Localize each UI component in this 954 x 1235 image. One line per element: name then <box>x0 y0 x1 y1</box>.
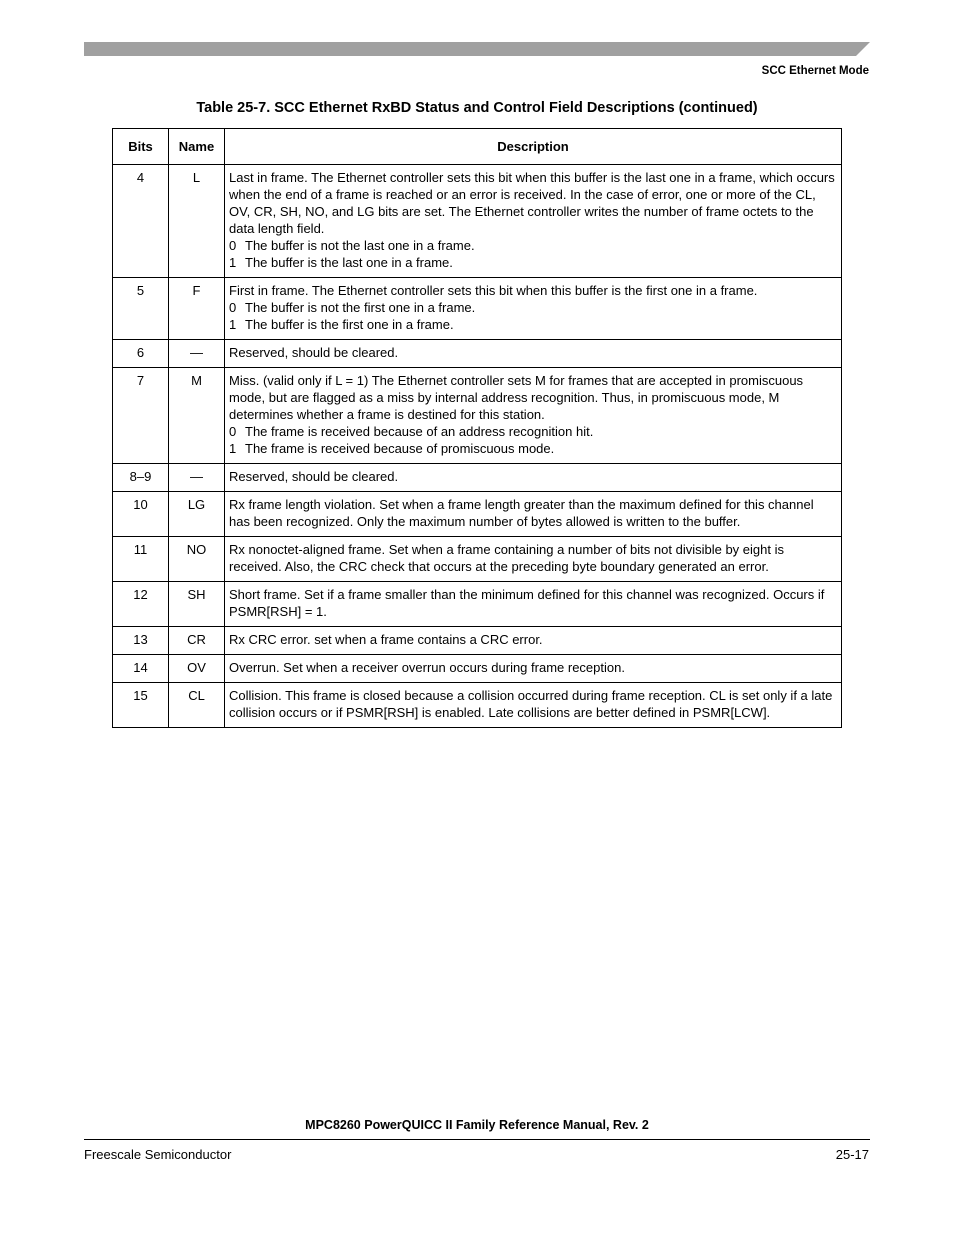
table-row <box>113 464 842 492</box>
cell-description <box>225 368 842 464</box>
cell-name: NO <box>169 537 225 582</box>
bit-value-meaning: The buffer is the first one in a frame. <box>245 317 454 332</box>
cell-name: F <box>169 278 225 340</box>
footer-divider <box>84 1139 870 1140</box>
cell-description <box>225 683 842 728</box>
cell-name: — <box>169 340 225 368</box>
cell-bits: 6 <box>113 340 169 368</box>
bit-value-key: 1 <box>229 317 237 332</box>
header-bar <box>84 42 870 56</box>
table-row <box>113 340 842 368</box>
description-text: Rx CRC error. set when a frame contains a CRC error. <box>229 632 543 647</box>
description-text: Rx frame length violation. Set when a frame length greater than the maximum defined for this channel has been recognized. Only the maximum number of bytes allowed is written to the buffer. <box>229 497 814 529</box>
table-row <box>113 627 842 655</box>
cell-description <box>225 537 842 582</box>
table-row <box>113 492 842 537</box>
footer-page-number: 25-17 <box>835 1147 869 1162</box>
cell-bits: 14 <box>113 655 169 683</box>
column-header-description: Description <box>225 129 842 165</box>
cell-bits: 4 <box>113 165 169 278</box>
cell-name: CR <box>169 627 225 655</box>
cell-name: L <box>169 165 225 278</box>
cell-description <box>225 464 842 492</box>
bit-value-key: 0 <box>229 300 237 315</box>
cell-bits: 15 <box>113 683 169 728</box>
cell-name: M <box>169 368 225 464</box>
cell-description <box>225 655 842 683</box>
cell-name: OV <box>169 655 225 683</box>
bit-value-key: 1 <box>229 255 237 270</box>
section-header: SCC Ethernet Mode <box>761 65 869 77</box>
cell-description <box>225 492 842 537</box>
cell-bits: 5 <box>113 278 169 340</box>
table-header-row <box>113 129 842 165</box>
description-text: Reserved, should be cleared. <box>229 469 399 484</box>
table-row <box>113 655 842 683</box>
bit-value-option <box>229 237 837 254</box>
bit-value-option <box>229 299 837 316</box>
cell-name: CL <box>169 683 225 728</box>
bit-value-key: 0 <box>229 424 237 439</box>
table-row <box>113 165 842 278</box>
description-text: Rx nonoctet-aligned frame. Set when a frame containing a number of bits not divisible by eight is received. Also, the CRC check that occurs at the preceding byte boundary generated an error. <box>229 542 784 574</box>
bit-value-option <box>229 316 837 333</box>
description-text: Reserved, should be cleared. <box>229 345 399 360</box>
cell-description <box>225 340 842 368</box>
cell-bits: 11 <box>113 537 169 582</box>
table-row <box>113 278 842 340</box>
description-text: Short frame. Set if a frame smaller than the minimum defined for this channel was recognized. Occurs if PSMR[RSH] = 1. <box>229 587 825 619</box>
bit-value-meaning: The frame is received because of promiscuous mode. <box>245 441 555 456</box>
table-row <box>113 368 842 464</box>
bit-value-key: 1 <box>229 441 237 456</box>
bit-value-option <box>229 423 837 440</box>
description-text: Miss. (valid only if L = 1) The Ethernet controller sets M for frames that are accepted in promiscuous mode, but are flagged as a miss by internal address recognition. Thus, in promiscuous mode, M determines whether a frame is destined for this station. <box>229 373 804 422</box>
cell-description <box>225 582 842 627</box>
column-header-name: Name <box>169 129 225 165</box>
table-row <box>113 683 842 728</box>
cell-description <box>225 165 842 278</box>
cell-bits: 13 <box>113 627 169 655</box>
cell-name: SH <box>169 582 225 627</box>
description-text: Overrun. Set when a receiver overrun occurs during frame reception. <box>229 660 625 675</box>
bit-value-key: 0 <box>229 238 237 253</box>
bit-value-meaning: The buffer is not the first one in a frame. <box>245 300 476 315</box>
cell-name: LG <box>169 492 225 537</box>
bit-value-option <box>229 440 837 457</box>
cell-bits: 10 <box>113 492 169 537</box>
header-bar-shape <box>84 42 870 56</box>
table-row <box>113 537 842 582</box>
description-text: Collision. This frame is closed because a collision occurred during frame reception. CL is set only if a late collision occurs or if PSMR[RSH] is enabled. Late collisions are better defined in PSMR[LCW]. <box>229 688 833 720</box>
cell-description <box>225 627 842 655</box>
bit-value-meaning: The buffer is the last one in a frame. <box>245 255 453 270</box>
table-body <box>113 165 842 728</box>
table-title: Table 25-7. SCC Ethernet RxBD Status and Control Field Descriptions (continued) <box>196 100 758 116</box>
column-header-bits: Bits <box>113 129 169 165</box>
field-description-table <box>112 128 842 728</box>
table-row <box>113 582 842 627</box>
description-text: First in frame. The Ethernet controller sets this bit when this buffer is the first one in a frame. <box>229 283 758 298</box>
cell-bits: 12 <box>113 582 169 627</box>
footer-company: Freescale Semiconductor <box>84 1147 232 1162</box>
bit-value-meaning: The buffer is not the last one in a frame. <box>245 238 475 253</box>
cell-description <box>225 278 842 340</box>
bit-value-meaning: The frame is received because of an address recognition hit. <box>245 424 594 439</box>
footer-manual-title: MPC8260 PowerQUICC II Family Reference Manual, Rev. 2 <box>305 1118 649 1132</box>
description-text: Last in frame. The Ethernet controller sets this bit when this buffer is the last one in a frame, which occurs when the end of a frame is reached or an error is received. In the case of error, one or more of the CL, OV, CR, SH, NO, and LG bits are set. The Ethernet controller writes the number of frame octets to the data length field. <box>229 170 835 236</box>
cell-name: — <box>169 464 225 492</box>
bit-value-option <box>229 254 837 271</box>
cell-bits: 7 <box>113 368 169 464</box>
cell-bits: 8–9 <box>113 464 169 492</box>
